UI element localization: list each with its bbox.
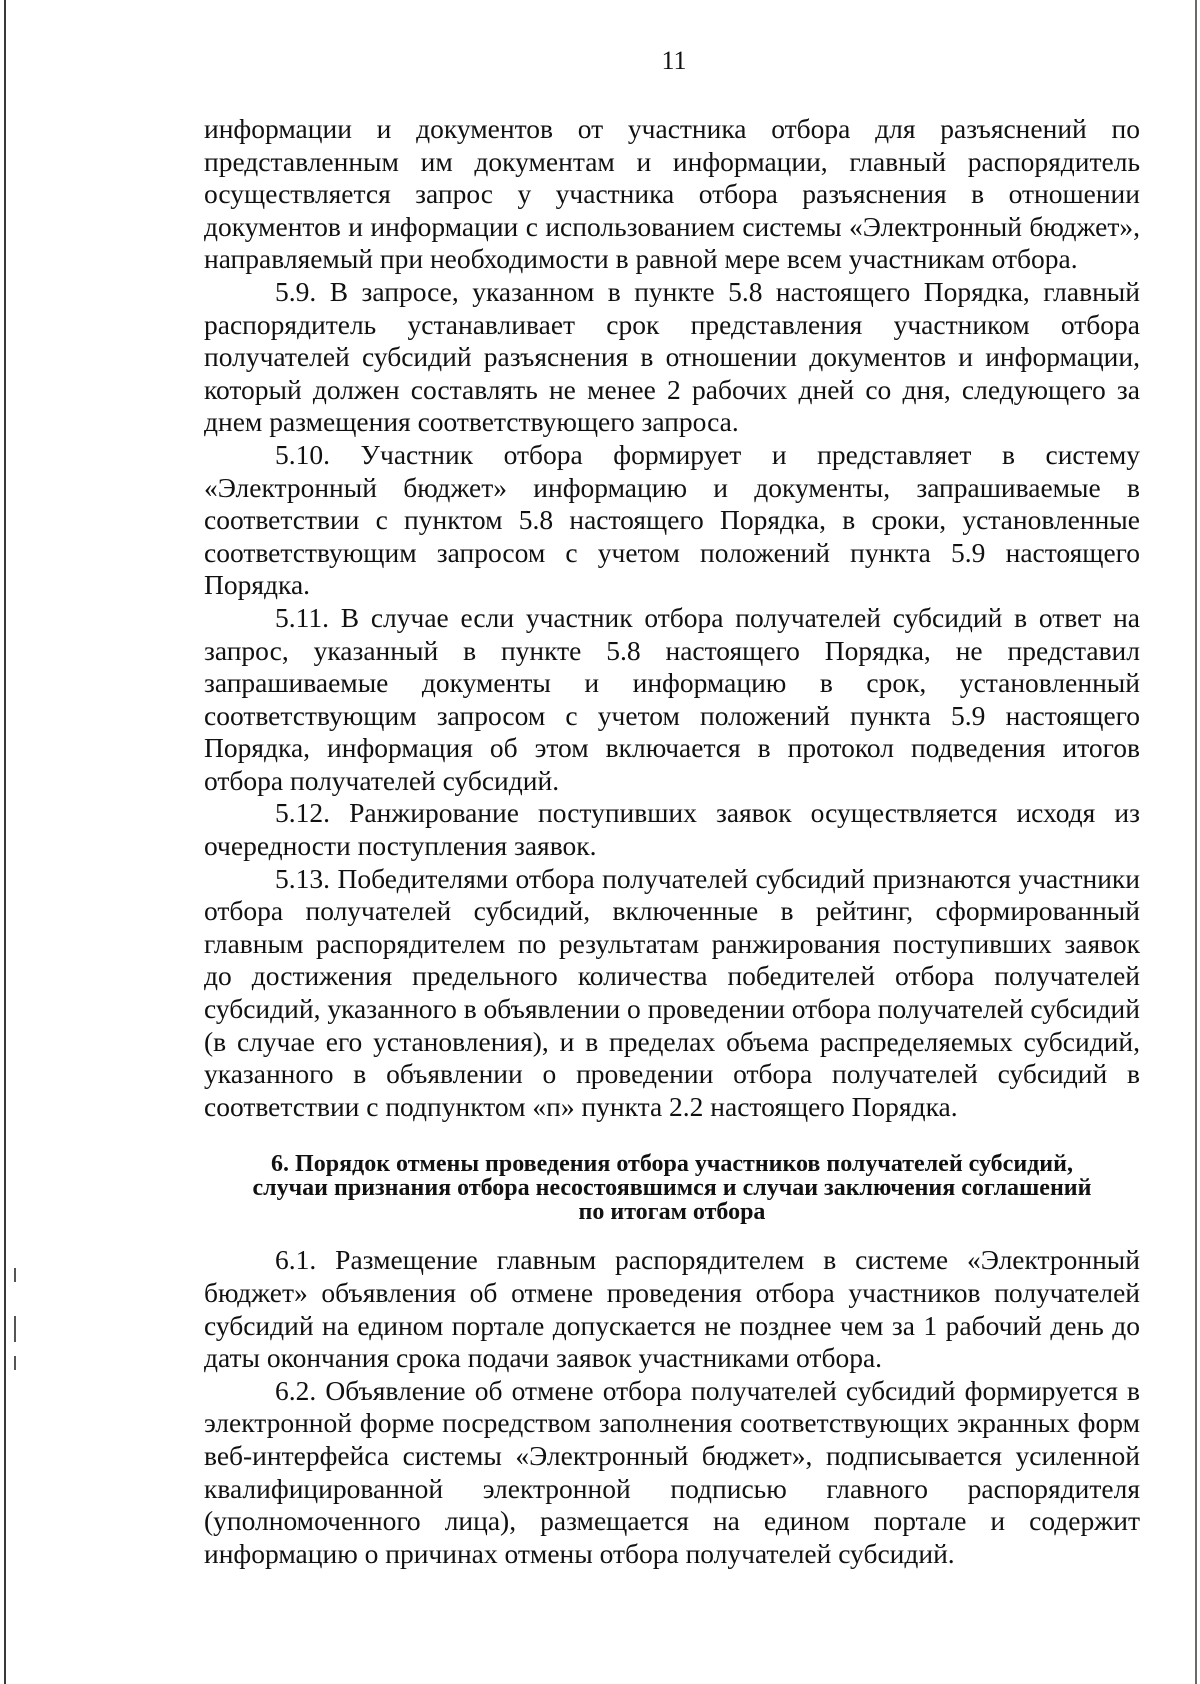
scan-mark [14, 1356, 16, 1370]
paragraph-5-10: 5.10. Участник отбора формирует и представляет в систему «Электронный бюджет» информацию и документы, запрашиваемые в соответствии с пунктом 5.8 настоящего Порядка, в сроки, установленные соответствующим запросом с учетом положений пункта 5.9 настоящего Порядка. [204, 438, 1140, 601]
paragraph-5-9: 5.9. В запросе, указанном в пункте 5.8 настоящего Порядка, главный распорядитель устанавливает срок представления участником отбора получателей субсидий разъяснения в отношении документов и информации, который должен составлять не менее 2 рабочих дней со дня, следующего за днем размещения соответствующего запроса. [204, 275, 1140, 438]
scan-mark [14, 1316, 16, 1342]
scan-right-edge [1195, 0, 1197, 1684]
scan-mark [14, 1268, 16, 1282]
section-heading-line: случаи признания отбора несостоявшимся и случаи заключения соглашений [252, 1175, 1092, 1202]
section-heading-line: по итогам отбора [578, 1199, 766, 1226]
page-number: 11 [661, 46, 687, 75]
scan-left-edge [4, 0, 6, 1684]
document-body [204, 113, 1140, 1570]
paragraph-6-1: 6.1. Размещение главным распорядителем в системе «Электронный бюджет» объявления об отмене проведения отбора участников получателей субсидий на едином портале допускается не позднее чем за 1 рабочий день до даты окончания срока подачи заявок участниками отбора. [204, 1244, 1140, 1374]
paragraph-6-2: 6.2. Объявление об отмене отбора получателей субсидий формируется в электронной форме посредством заполнения соответствующих экранных форм веб-интерфейса системы «Электронный бюджет», подписывается усиленной квалифицированной электронной подписью главного распорядителя (уполномоченного лица), размещается на едином портале и содержит информацию о причинах отмены отбора получателей субсидий. [204, 1374, 1140, 1569]
section-heading-line: 6. Порядок отмены проведения отбора участников получателей субсидий, [271, 1151, 1073, 1178]
paragraph-continuation: информации и документов от участника отбора для разъяснений по представленным им документам и информации, главный распорядитель осуществляется запрос у участника отбора разъяснения в отношении документов и информации с использованием системы «Электронный бюджет», направляемый при необходимости в равной мере всем участникам отбора. [204, 113, 1140, 275]
paragraph-5-13: 5.13. Победителями отбора получателей субсидий признаются участники отбора получателей субсидий, включенные в рейтинг, сформированный главным распорядителем по результатам ранжирования поступивших заявок до достижения предельного количества победителей отбора получателей субсидий, указанного в объявлении о проведении отбора получателей субсидий (в случае его установления), и в пределах объема распределяемых субсидий, указанного в объявлении о проведении отбора получателей субсидий в соответствии с подпунктом «п» пункта 2.2 настоящего Порядка. [204, 862, 1140, 1122]
section-heading-6 [204, 1152, 1140, 1224]
paragraph-5-11: 5.11. В случае если участник отбора получателей субсидий в ответ на запрос, указанный в пункте 5.8 настоящего Порядка, не представил запрашиваемые документы и информацию в срок, установленный соответствующим запросом с учетом положений пункта 5.9 настоящего Порядка, информация об этом включается в протокол подведения итогов отбора получателей субсидий. [204, 601, 1140, 796]
paragraph-5-12: 5.12. Ранжирование поступивших заявок осуществляется исходя из очередности поступления заявок. [204, 797, 1140, 862]
